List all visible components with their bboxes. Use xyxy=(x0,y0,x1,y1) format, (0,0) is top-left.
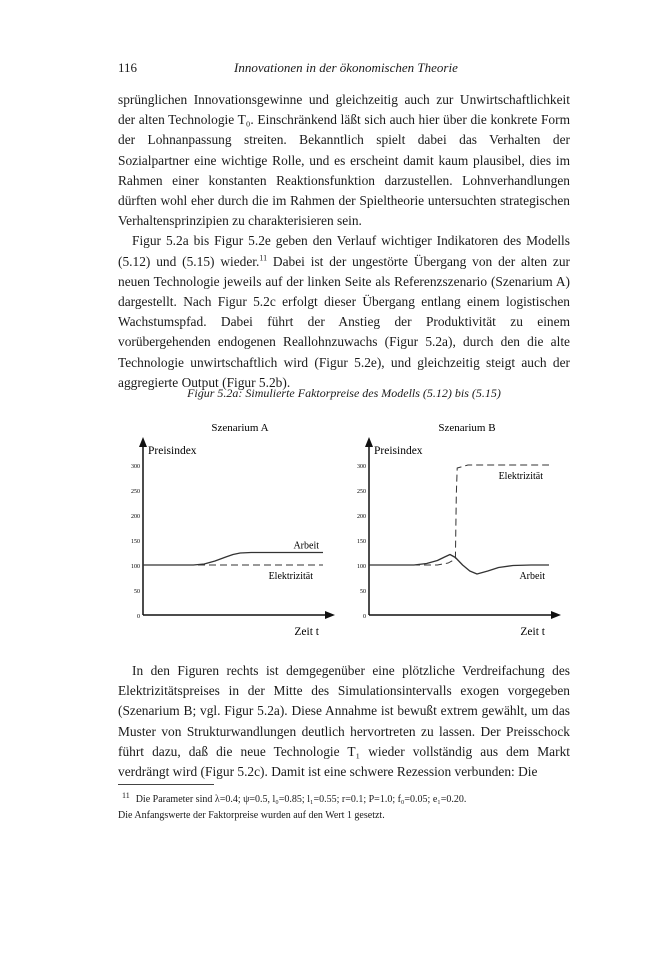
footnote-text: Die Parameter sind λ=0.4; ψ=0.5, l₀=0.85; l₁=0.55; r=0.1; P=1.0; f₀=0.05; e₁=0.20. xyxy=(135,794,467,805)
footnote-mark: 11 xyxy=(122,790,130,800)
x-axis-label: Zeit t xyxy=(294,626,319,638)
y-tick-label: 50 xyxy=(360,589,366,595)
paragraph xyxy=(118,231,570,393)
series-line-arbeit xyxy=(143,553,323,566)
footnote xyxy=(118,792,578,824)
y-tick-label: 0 xyxy=(363,614,366,620)
series-label: Arbeit xyxy=(293,540,319,552)
chart-panel-2 xyxy=(357,422,561,638)
series-label: Arbeit xyxy=(519,571,545,582)
footnote-rule xyxy=(118,784,214,785)
x-axis-arrow xyxy=(325,611,335,619)
paragraph-text: Dabei ist der ungestörte Übergang von der alten zur neuen Technologie jeweils auf der linken Seite als Referenzszenario (Szenarium A) dargestellt. Nach Figur 5.2c erfolgt dieser Übergang entlang einem logistischen Wachstumspfad. Dabei führt der Anstieg der Produktivität zu einem vorübergehenden endogenen Reallohnzuwachs (Figur 5.2a), durch den die alte Technologie unwirtschaftlich wird (Figur 5.2e), und gleichzeitig steigt auch der aggregierte Output (Figur 5.2b). xyxy=(118,253,570,390)
chart-title: Szenarium B xyxy=(438,422,496,434)
y-tick-label: 150 xyxy=(131,539,140,545)
chart-panel-1 xyxy=(131,422,335,638)
y-tick-label: 300 xyxy=(357,464,366,470)
y-axis-arrow xyxy=(139,437,147,447)
body-text-bottom xyxy=(118,661,570,782)
figure-caption: Figur 5.2a: Simulierte Faktorpreise des Modells (5.12) bis (5.15) xyxy=(187,386,501,400)
figure-svg xyxy=(118,410,570,650)
series-label: Elektrizität xyxy=(498,471,543,482)
y-axis-arrow xyxy=(365,437,373,447)
y-tick-label: 200 xyxy=(131,514,140,520)
figure xyxy=(118,410,570,650)
footnote-reference[interactable]: 11 xyxy=(259,253,268,263)
running-title: Innovationen in der ökonomischen Theorie xyxy=(234,60,458,75)
footnote-line-2: Die Anfangswerte der Faktorpreise wurden auf den Wert 1 gesetzt. xyxy=(118,810,385,821)
y-tick-label: 300 xyxy=(131,464,140,470)
page-number: 116 xyxy=(118,60,138,75)
paragraph-text: Figur 5.2a bis Figur 5.2e geben den Verlauf wichtiger Indikatoren des Modells (5.12) und (5.15) wieder. xyxy=(118,233,570,269)
y-tick-label: 0 xyxy=(137,614,140,620)
y-axis-label: Preisindex xyxy=(148,445,197,457)
x-axis-label: Zeit t xyxy=(520,626,545,638)
y-tick-label: 100 xyxy=(131,564,140,570)
paragraph: sprünglichen Innovationsgewinne und gleichzeitig auch zur Unwirtschaftlichkeit der alten Technologie T₀. Einschränkend läßt sich auch hier über die konkrete Form der Lohnanpassung streiten. Bekanntlich spielt dabei das Verhalten der Sozialpartner eine wichtige Rolle, und es erscheint damit kaum plausibel, dies im Rahmen einer konstanten Reaktionsfunktion darzustellen. Lohnverhandlungen dürften wohl eher durch die im Rahmen der Spieltheorie untersuchten strategischen Verhaltensprinzipien zu charakterisieren sein. xyxy=(118,92,570,229)
y-axis-label: Preisindex xyxy=(374,445,423,457)
body-text-top xyxy=(118,90,570,393)
y-tick-label: 250 xyxy=(131,489,140,495)
y-tick-label: 200 xyxy=(357,514,366,520)
chart-title: Szenarium A xyxy=(211,422,269,434)
x-axis-arrow xyxy=(551,611,561,619)
footnote-line-1 xyxy=(118,792,578,808)
running-header xyxy=(118,60,570,78)
y-tick-label: 50 xyxy=(134,589,140,595)
paragraph: In den Figuren rechts ist demgegenüber eine plötzliche Verdreifachung des Elektrizitätspreises in der Mitte des Simulationsintervalls exogen vorgegeben (Szenarium B; vgl. Figur 5.2a). Diese Annahme ist bewußt extrem gewählt, um das Muster von Strukturwandlungen deutlich hervortreten zu lassen. Der Preisschock führt dazu, daß die neue Technologie T₁ wieder vollständig aus dem Markt verdrängt wird (Figur 5.2c). Damit ist eine schwere Rezession verbunden: Die xyxy=(118,663,570,780)
series-label: Elektrizität xyxy=(268,571,313,582)
y-tick-label: 250 xyxy=(357,489,366,495)
y-tick-label: 150 xyxy=(357,539,366,545)
y-tick-label: 100 xyxy=(357,564,366,570)
